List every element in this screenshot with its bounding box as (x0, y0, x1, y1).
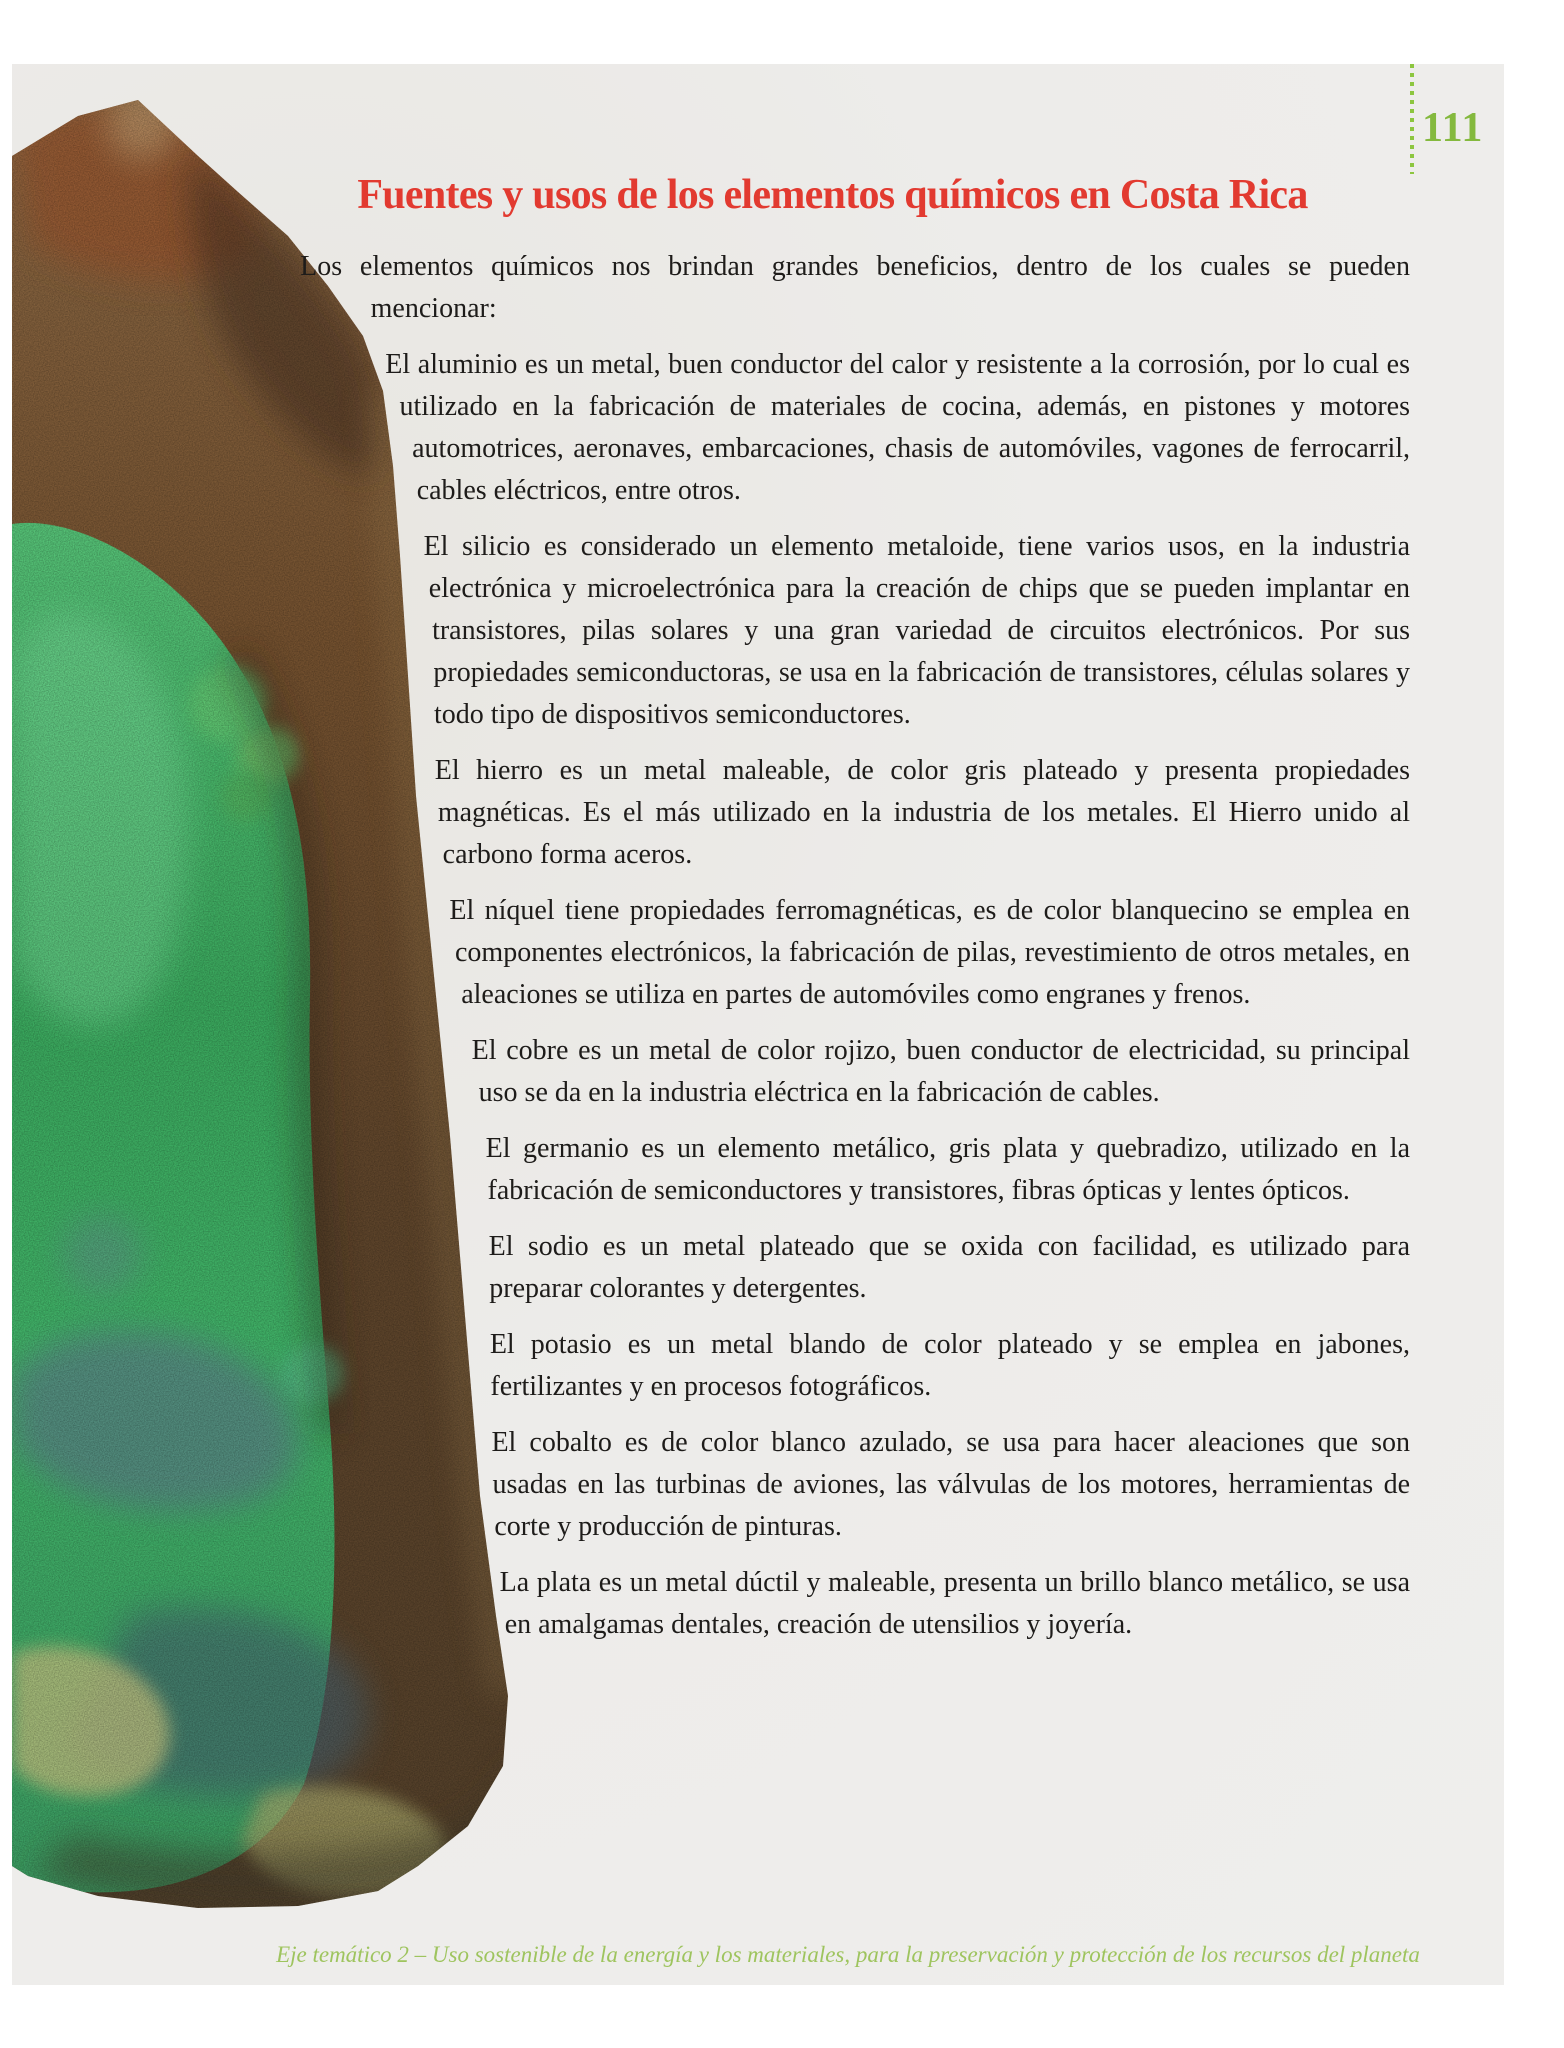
paragraph-germanio: El germanio es un elemento metálico, gris plata y quebradizo, utilizado en la fabricación de semiconductores y transistores, fibras ópticas y lentes ópticos. (485, 1133, 1410, 1206)
paragraph-niquel: El níquel tiene propiedades ferromagnéticas, es de color blanquecino se emplea en componentes electrónicos, la fabricación de pilas, revestimiento de otros metales, en aleaciones se utiliza en partes de automóviles como engranes y frenos. (449, 895, 1410, 1010)
page-title: Fuentes y usos de los elementos químicos en Costa Rica (357, 172, 1308, 218)
footer-theme-line: Eje temático 2 – Uso sostenible de la energía y los materiales, para la preservación y protección de los recursos del planeta (276, 1942, 1420, 1967)
paragraph-aluminio: El aluminio es un metal, buen conductor del calor y resistente a la corrosión, por lo cual es utilizado en la fabricación de materiales de cocina, además, en pistones y motores automotrices, aeronaves, embarcaciones, chasis de automóviles, vagones de ferrocarril, cables eléctricos, entre otros. (385, 349, 1410, 506)
paragraph-plata: La plata es un metal dúctil y maleable, presenta un brillo blanco metálico, se usa en amalgamas dentales, creación de utensilios y joyería. (499, 1567, 1410, 1640)
page-content-area (12, 64, 1504, 1985)
paragraph-cobalto: El cobalto es de color blanco azulado, se usa para hacer aleaciones que son usadas en las turbinas de aviones, las válvulas de los motores, herramientas de corte y producción de pinturas. (491, 1427, 1410, 1542)
page-number: 111 (1422, 105, 1484, 151)
intro-paragraph: Los elementos químicos nos brindan grandes beneficios, dentro de los cuales se pueden mencionar: (300, 251, 1410, 324)
paragraph-silicio: El silicio es considerado un elemento metaloide, tiene varios usos, en la industria electrónica y microelectrónica para la creación de chips que se pueden implantar en transistores, pilas solares y una gran variedad de circuitos electrónicos. Por sus propiedades semiconductoras, se usa en la fabricación de transistores, células solares y todo tipo de dispositivos semiconductores. (423, 531, 1410, 730)
text-column (12, 64, 1504, 1985)
paragraph-potasio: El potasio es un metal blando de color plateado y se emplea en jabones, fertilizantes y en procesos fotográficos. (489, 1329, 1410, 1402)
paragraph-hierro: El hierro es un metal maleable, de color gris plateado y presenta propiedades magnéticas. Es el más utilizado en la industria de los metales. El Hierro unido al carbono forma aceros. (434, 755, 1410, 870)
paragraph-sodio: El sodio es un metal plateado que se oxida con facilidad, es utilizado para preparar colorantes y detergentes. (488, 1231, 1410, 1304)
paragraph-cobre: El cobre es un metal de color rojizo, buen conductor de electricidad, su principal uso se da en la industria eléctrica en la fabricación de cables. (471, 1035, 1410, 1108)
